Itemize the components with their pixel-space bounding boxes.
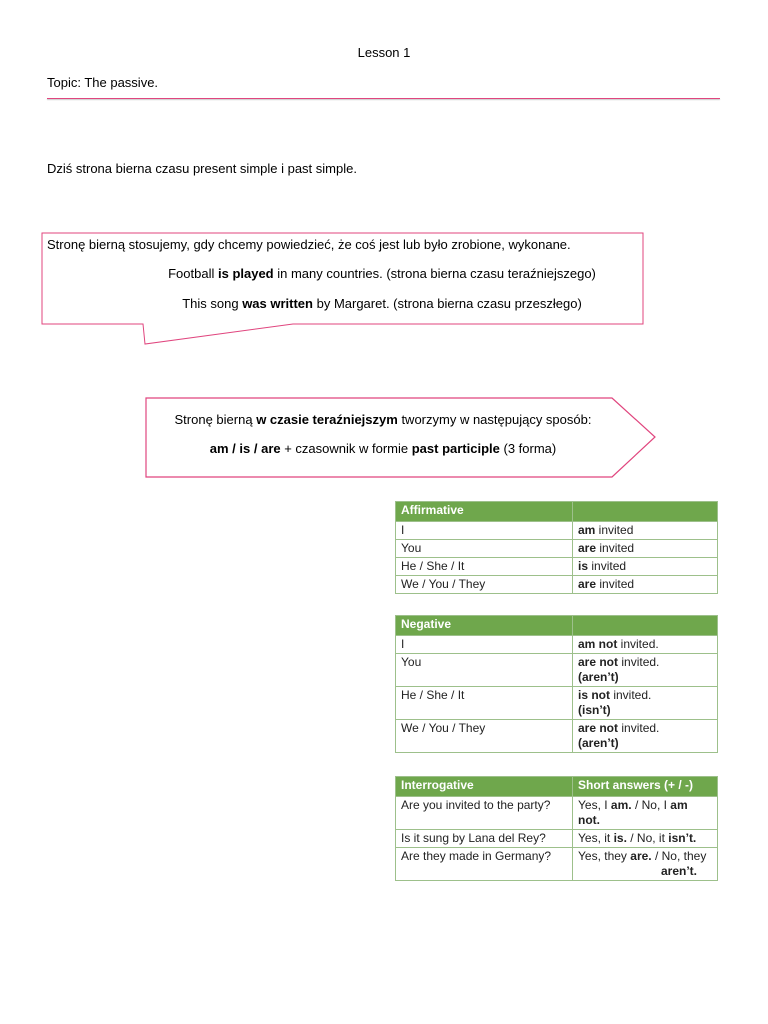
table-row: You are invited: [396, 540, 718, 558]
table-row: Are you invited to the party? Yes, I am. / No, I am not.: [396, 797, 718, 830]
table-row: You are not invited. (aren’t): [396, 654, 718, 687]
table-row: He / She / It is not invited. (isn’t): [396, 687, 718, 720]
affirmative-table: [395, 501, 718, 594]
table-row: Is it sung by Lana del Rey? Yes, it is. / No, it isn’t.: [396, 830, 718, 848]
table-row: We / You / They are invited: [396, 576, 718, 594]
topic-heading: Topic: The passive.: [47, 75, 159, 90]
table-header: [573, 616, 718, 636]
table-row: I am not invited.: [396, 636, 718, 654]
negative-table: [395, 615, 718, 753]
table-header: Short answers (+ / -): [573, 777, 718, 797]
usage-example-past: This song was written by Margaret. (strona bierna czasu przeszłego): [182, 296, 582, 311]
table-row: We / You / They are not invited. (aren’t): [396, 720, 718, 753]
table-row: He / She / It is invited: [396, 558, 718, 576]
lesson-title: Lesson 1: [357, 45, 411, 60]
intro-text: Dziś strona bierna czasu present simple i past simple.: [47, 161, 357, 176]
usage-explanation: Stronę bierną stosujemy, gdy chcemy powiedzieć, że coś jest lub było zrobione, wykonane.: [47, 237, 571, 252]
formation-rule: Stronę bierną w czasie teraźniejszym tworzymy w następujący sposób:: [174, 412, 592, 427]
table-row: I am invited: [396, 522, 718, 540]
table-header: Interrogative: [396, 777, 573, 797]
interrogative-table: [395, 776, 718, 881]
formation-formula: am / is / are + czasownik w formie past participle (3 forma): [209, 441, 557, 456]
table-row: Are they made in Germany? Yes, they are. / No, they aren’t.: [396, 848, 718, 881]
formation-arrow-box: [146, 398, 655, 477]
table-header: Affirmative: [396, 502, 573, 522]
table-header: [573, 502, 718, 522]
usage-example-present: Football is played in many countries. (strona bierna czasu teraźniejszego): [168, 266, 596, 281]
table-header: Negative: [396, 616, 573, 636]
